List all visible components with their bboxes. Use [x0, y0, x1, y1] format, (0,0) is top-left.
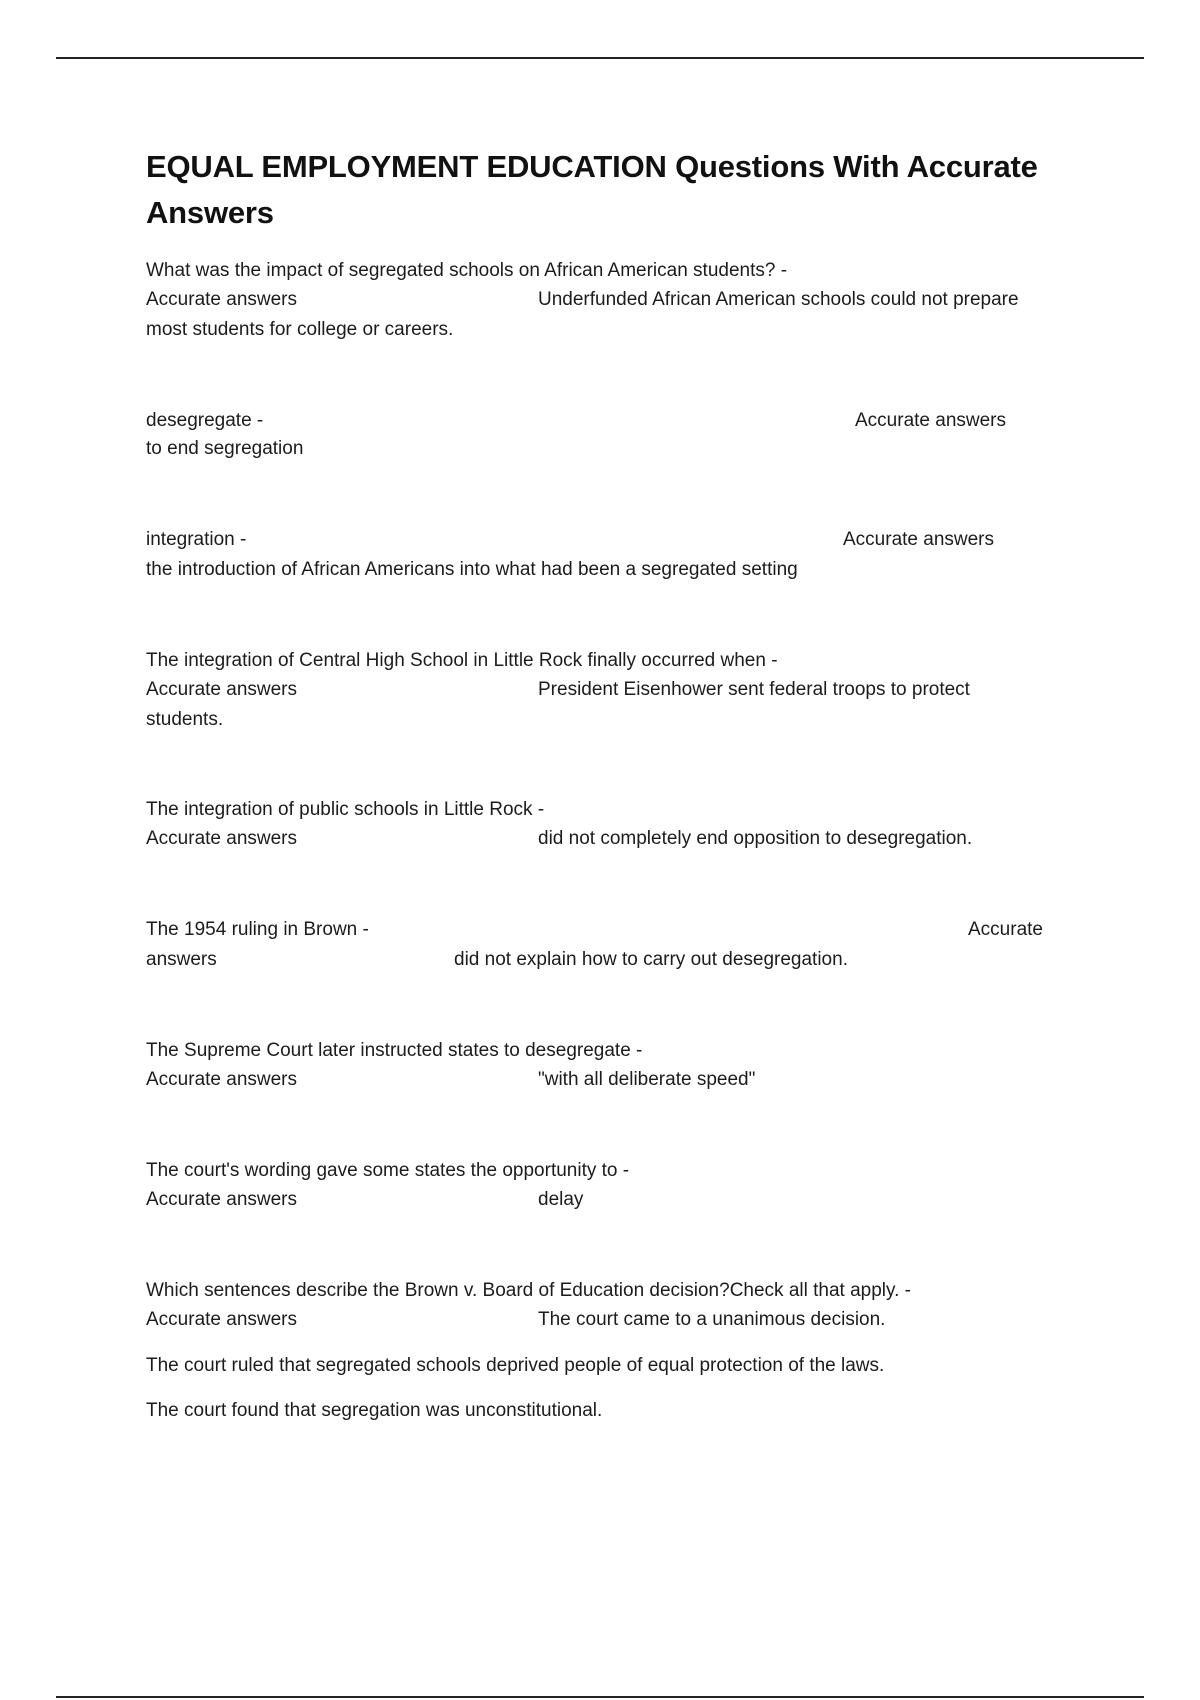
answer-line: [146, 947, 848, 973]
question-text: desegregate -: [146, 410, 264, 431]
answer-text: The court ruled that segregated schools deprived people of equal protection of the laws.: [146, 1355, 885, 1376]
answer-tag: Accurate answers: [146, 828, 298, 849]
answer-tag-part: Accurate: [968, 919, 1043, 940]
answer-text: President Eisenhower sent federal troops to protect: [538, 679, 970, 700]
answer-text: delay: [538, 1189, 584, 1210]
header-rule: [56, 57, 1144, 59]
answer-tag: Accurate answers: [146, 679, 298, 700]
answer-text: the introduction of African Americans into what had been a segregated setting: [146, 559, 798, 580]
answer-continuation: students.: [146, 709, 224, 730]
answer-line: [146, 1187, 584, 1213]
question-text: integration -: [146, 529, 247, 550]
question-text: The court's wording gave some states the opportunity to -: [146, 1160, 630, 1181]
question-text: Which sentences describe the Brown v. Board of Education decision?Check all that apply. -: [146, 1280, 911, 1301]
question-text: The integration of Central High School in Little Rock finally occurred when -: [146, 650, 778, 671]
answer-tag-part: answers: [146, 949, 217, 970]
answer-line: [146, 826, 973, 852]
answer-tag: Accurate answers: [855, 410, 1007, 431]
question-text: The 1954 ruling in Brown -: [146, 919, 369, 940]
answer-continuation: most students for college or careers.: [146, 319, 454, 340]
answer-tag: Accurate answers: [146, 1189, 298, 1210]
answer-line: [146, 1307, 886, 1333]
question-text: What was the impact of segregated schools on African American students? -: [146, 260, 788, 281]
footer-rule: [56, 1696, 1144, 1698]
answer-text: to end segregation: [146, 438, 304, 459]
question-text: The Supreme Court later instructed states to desegregate -: [146, 1040, 643, 1061]
answer-line: [146, 1067, 756, 1093]
answer-text: did not explain how to carry out desegregation.: [454, 949, 848, 970]
answer-text: Underfunded African American schools could not prepare: [538, 289, 1019, 310]
answer-tag: Accurate answers: [146, 1069, 298, 1090]
answer-text: did not completely end opposition to desegregation.: [538, 828, 973, 849]
question-text: The integration of public schools in Little Rock -: [146, 799, 545, 820]
answer-line: [146, 287, 1019, 313]
answer-tag: Accurate answers: [843, 529, 995, 550]
answer-text: The court came to a unanimous decision.: [538, 1309, 886, 1330]
answer-text: "with all deliberate speed": [538, 1069, 756, 1090]
answer-line: [146, 677, 970, 703]
answer-tag: Accurate answers: [146, 289, 298, 310]
document-title: EQUAL EMPLOYMENT EDUCATION Questions With Accurate Answers: [146, 149, 1038, 230]
answer-text: The court found that segregation was unconstitutional.: [146, 1400, 603, 1421]
answer-tag: Accurate answers: [146, 1309, 298, 1330]
